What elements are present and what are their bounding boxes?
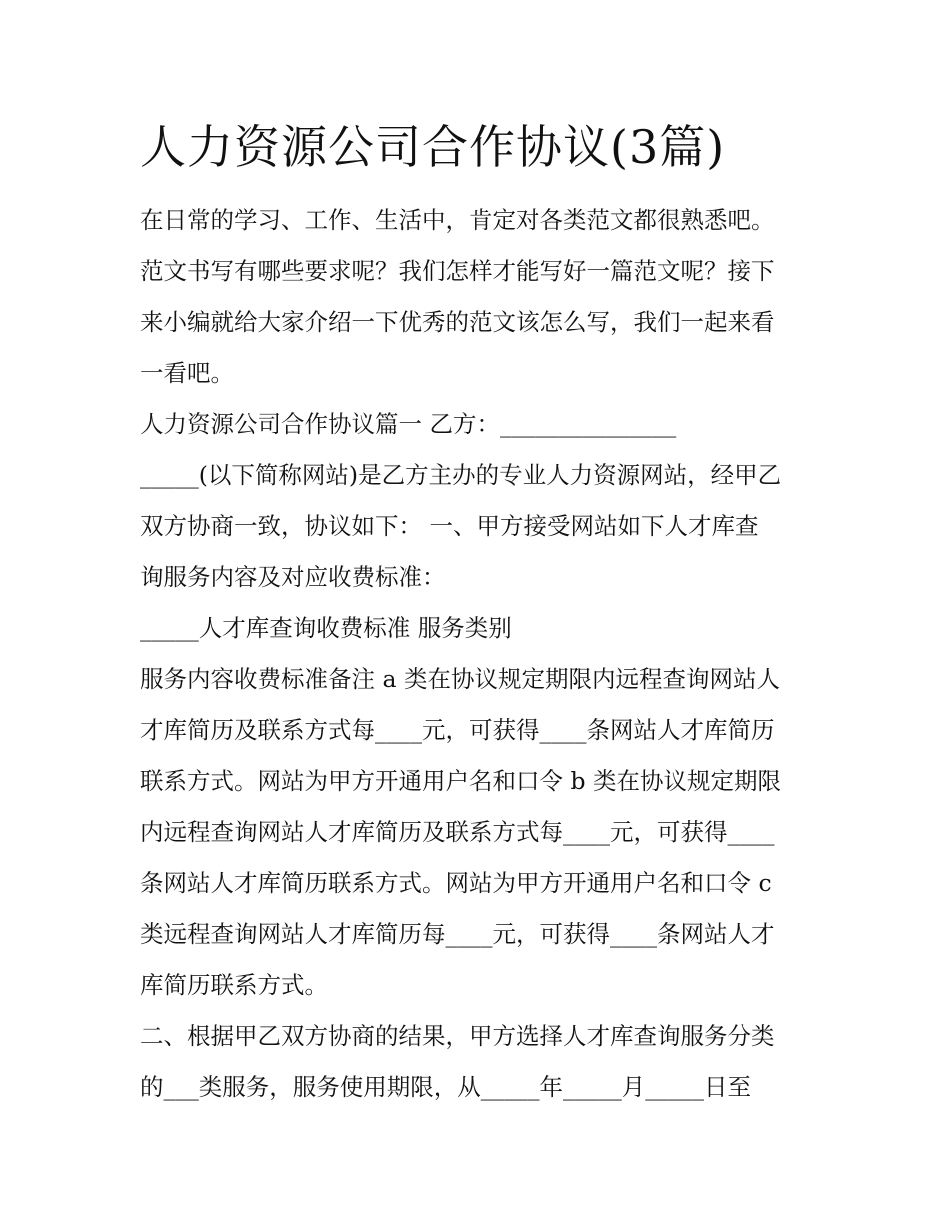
- paragraph-line: 一看吧。: [140, 359, 234, 387]
- paragraph-line: 服务内容收费标准备注 a 类在协议规定期限内远程查询网站人: [140, 665, 780, 693]
- document-title: 人力资源公司合作协议(3篇): [140, 120, 726, 174]
- paragraph-line: 范文书写有哪些要求呢？我们怎样才能写好一篇范文呢？接下: [140, 257, 775, 285]
- paragraph-line: _____人才库查询收费标准 服务类别: [140, 614, 512, 642]
- paragraph-line: 内远程查询网站人才库简历及联系方式每____元，可获得____: [140, 818, 775, 846]
- paragraph-line: 条网站人才库简历联系方式。网站为甲方开通用户名和口令 c: [140, 869, 772, 897]
- paragraph-line: 联系方式。网站为甲方开通用户名和口令 b 类在协议规定期限: [140, 767, 781, 795]
- paragraph-line: 在日常的学习、工作、生活中，肯定对各类范文都很熟悉吧。: [140, 206, 775, 234]
- paragraph-line: 的___类服务，服务使用期限，从_____年_____月_____日至: [140, 1073, 751, 1101]
- paragraph-line: 来小编就给大家介绍一下优秀的范文该怎么写，我们一起来看: [140, 308, 775, 336]
- paragraph-line: 询服务内容及对应收费标准：: [140, 563, 446, 591]
- paragraph-line: 二、根据甲乙双方协商的结果，甲方选择人才库查询服务分类: [140, 1022, 775, 1050]
- paragraph-line: 才库简历及联系方式每____元，可获得____条网站人才库简历: [140, 716, 775, 744]
- paragraph-line: 双方协商一致，协议如下： 一、甲方接受网站如下人才库查: [140, 512, 759, 540]
- paragraph-line: _____(以下简称网站)是乙方主办的专业人力资源网站，经甲乙: [140, 461, 782, 489]
- paragraph-line: 类远程查询网站人才库简历每____元，可获得____条网站人才: [140, 920, 775, 948]
- paragraph-line: 人力资源公司合作协议篇一 乙方：_______________: [140, 410, 677, 438]
- paragraph-line: 库简历联系方式。: [140, 971, 328, 999]
